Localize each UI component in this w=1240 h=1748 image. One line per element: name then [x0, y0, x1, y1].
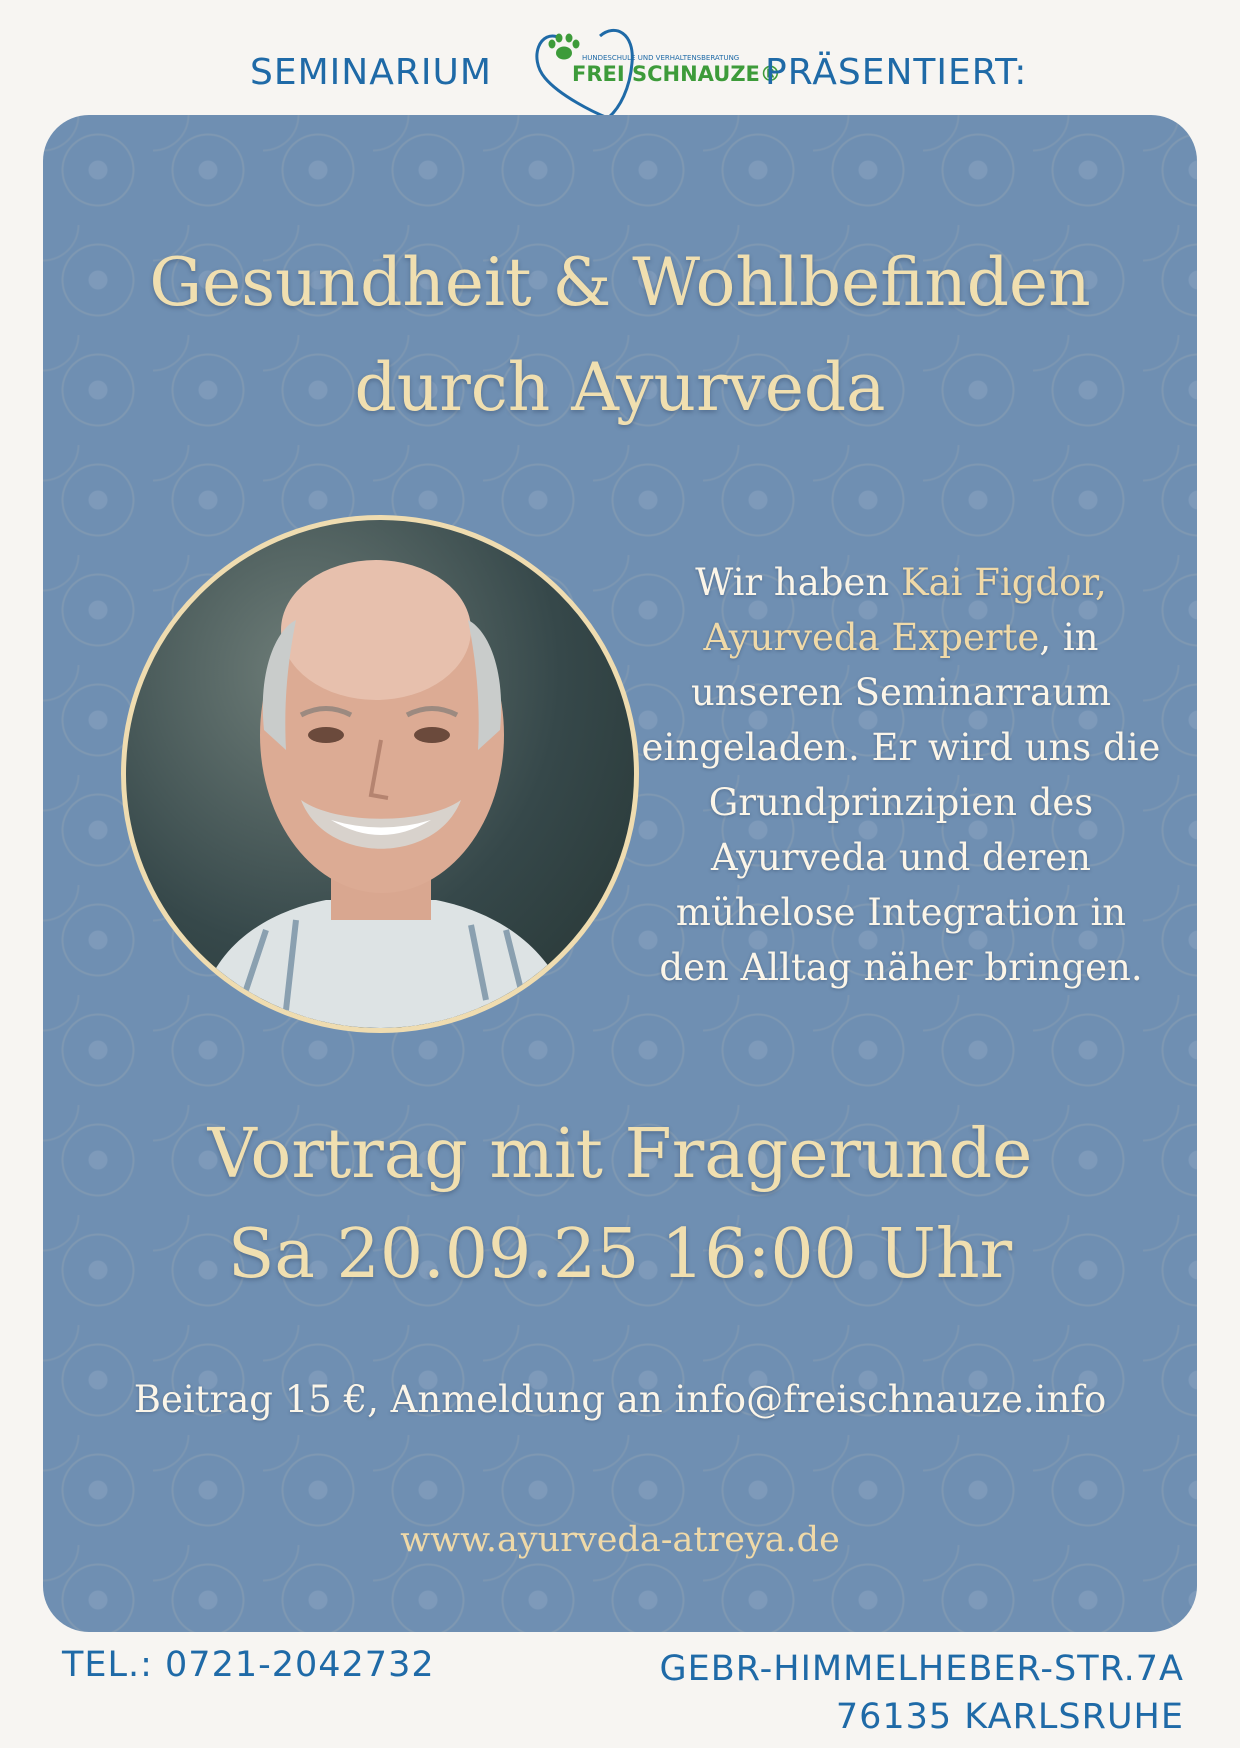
- header: [0, 18, 1240, 118]
- speaker-name: Kai Figdor, Ayurveda Experte: [703, 561, 1107, 659]
- paw-icon: [546, 32, 582, 62]
- header-right-text: PRÄSENTIERT:: [765, 52, 1028, 93]
- event-info: [43, 1105, 1197, 1305]
- event-panel: [43, 115, 1197, 1632]
- logo-name: FREI SCHNAUZE®: [572, 62, 781, 86]
- description-intro: Wir haben: [695, 561, 901, 604]
- title-line-1: Gesundheit & Wohlbefinden: [149, 244, 1091, 321]
- event-datetime: Sa 20.09.25 16:00 Uhr: [227, 1215, 1013, 1294]
- fee-registration: Beitrag 15 €, Anmeldung an info@freischnauze.info: [133, 1378, 1107, 1421]
- header-left-text: SEMINARIUM: [250, 52, 492, 93]
- website-link[interactable]: www.ayurveda-atreya.de: [400, 1520, 840, 1560]
- address: [659, 1645, 1184, 1741]
- description-body: , in unseren Seminarraum eingeladen. Er wird uns die Grundprinzipien des Ayurveda und deren mühelose Integration in den Alltag näher bringen.: [641, 616, 1161, 989]
- speaker-portrait: [126, 520, 634, 1028]
- address-street: GEBR-HIMMELHEBER-STR.7A: [659, 1649, 1184, 1689]
- speaker-photo: [121, 515, 639, 1033]
- phone-number: TEL.: 0721-2042732: [62, 1645, 435, 1685]
- page-title: [43, 230, 1197, 440]
- logo-tagline: HUNDESCHULE UND VERHALTENSBERATUNG: [582, 54, 740, 62]
- event-type: Vortrag mit Fragerunde: [207, 1115, 1033, 1194]
- title-line-2: durch Ayurveda: [354, 349, 886, 426]
- frei-schnauze-logo: [520, 18, 781, 118]
- address-city: 76135 KARLSRUHE: [835, 1697, 1184, 1737]
- speaker-description: [641, 555, 1161, 995]
